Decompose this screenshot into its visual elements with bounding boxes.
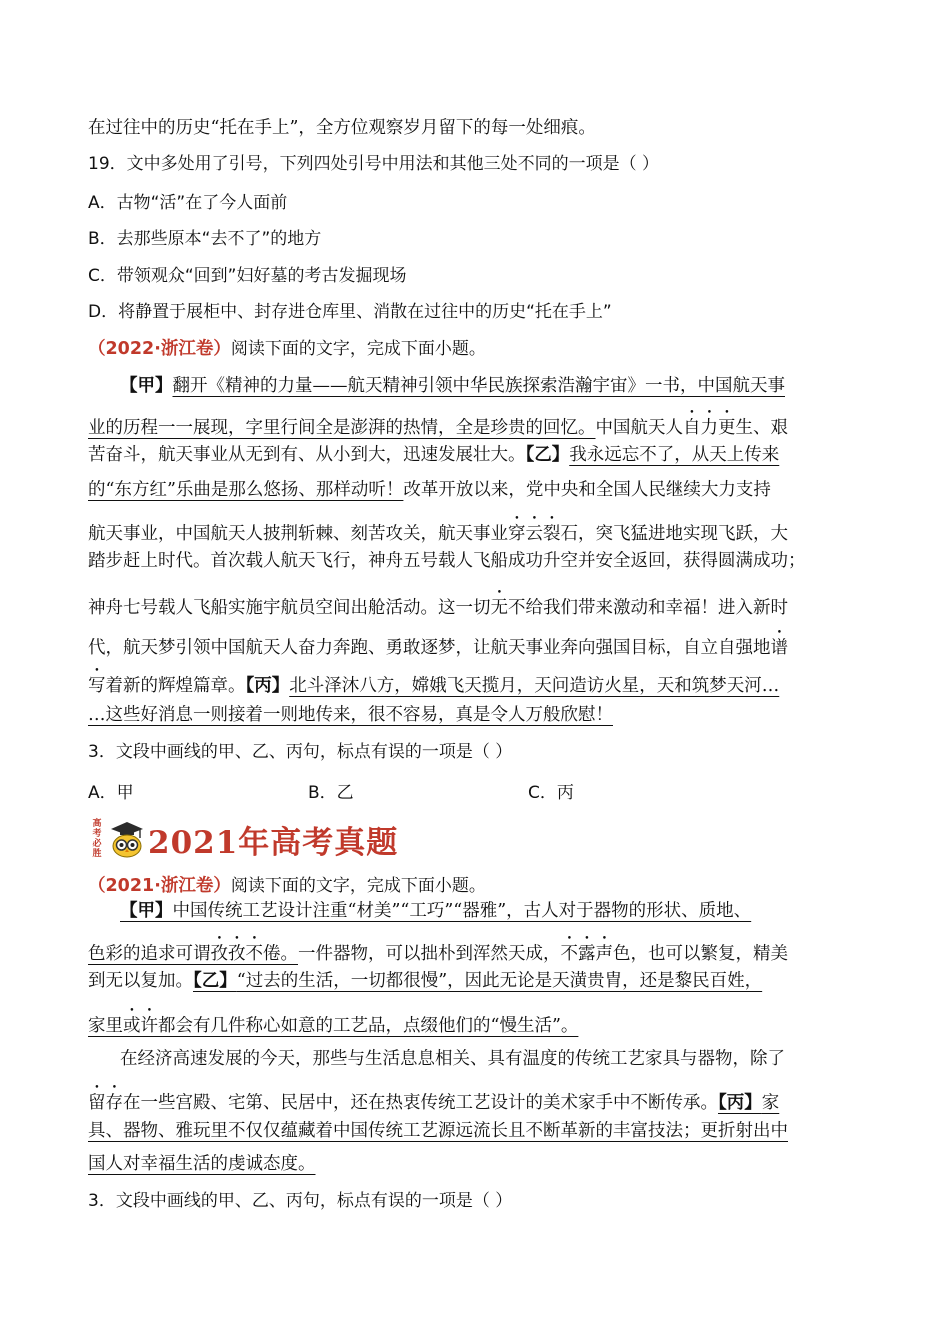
marker-jia: 【甲】 — [120, 901, 173, 921]
option-b: B．去那些原本“去不了”的地方 — [88, 229, 322, 249]
text-span: 在一些宫殿、宅第、民居中，还在热衷传统工艺设计的美术家手中不断传承。 — [123, 1093, 718, 1113]
underlined-sentence: 我永远忘不了，从天上传来 — [569, 445, 780, 465]
option-c: C．带领观众“回到”妇好墓的考古发掘现场 — [88, 266, 407, 286]
seal-char: 胜 — [92, 849, 102, 859]
text-span: 中国航天人 — [595, 418, 683, 438]
seal-stamp — [86, 818, 108, 860]
banner-title: 2021年高考真题 — [148, 824, 399, 861]
underlined-sentence: …这些好消息一则接着一则地传来，很不容易，真是令人万般欣慰！ — [88, 705, 613, 725]
passage-line — [88, 588, 863, 620]
marker-bing: 【丙】 — [245, 676, 290, 696]
underlined-sentence: 中国传统工艺设计注重“材美”“工巧”“器雅”，古人对于器物的形状、质地、 — [172, 901, 752, 921]
seal-char: 考 — [92, 829, 102, 839]
dotted-word: 写 — [88, 676, 106, 696]
passage-line — [88, 1152, 863, 1176]
option-d: D．将静置于展柜中、封存进仓库里、消散在过往中的历史“托在手上” — [88, 302, 612, 322]
passage-line: 踏步赶上时代。首次载人航天飞行，神舟五号载人飞船成功升空并安全返回，获得圆满成功； — [88, 551, 806, 571]
underlined-sentence: 都会有几件称心如意的工艺品，点缀他们的“慢生活”。 — [158, 1016, 579, 1036]
passage-line — [88, 628, 863, 660]
underlined-sentence: 家 — [761, 1093, 780, 1113]
passage-line — [120, 899, 863, 923]
passage-line — [88, 666, 863, 698]
underlined-sentence: 国人对幸福生活的虔诚态度。 — [88, 1154, 316, 1174]
dotted-word: 无 — [490, 598, 508, 618]
source-line-2021 — [88, 874, 863, 898]
passage-line — [88, 1006, 863, 1038]
marker-jia: 【甲】 — [120, 376, 173, 396]
question-3: 3．文段中画线的甲、乙、丙句，标点有误的一项是（ ） — [88, 1191, 513, 1211]
dotted-word: 留存 — [88, 1093, 123, 1113]
text-span: 改革开放以来，党中央和全国人民继续大力支持 — [403, 480, 771, 500]
text-span: 着新的辉煌篇章。 — [105, 676, 246, 696]
dotted-word: 不露声 — [560, 944, 613, 964]
seal-char: 必 — [92, 839, 102, 849]
text-span: 色，也可以繁复，精美 — [613, 944, 788, 964]
text-span: 苦奋斗，航天事业从无到有、从小到大，迅速发展壮大。 — [88, 445, 526, 465]
passage-line — [88, 443, 863, 467]
source-line-2022 — [88, 337, 863, 361]
text-span: 代，航天梦引领中国航天人奋力奔跑、勇敢逐梦，让航天事业奔向强国目标，自立自强地 — [88, 638, 771, 658]
question-19: 19．文中多处用了引号，下列四处引号中用法和其他三处不同的一项是（ ） — [88, 154, 660, 174]
passage-line — [88, 408, 863, 440]
underlined-sentence: 的“东方红”乐曲是那么悠扬、那样动听！ — [88, 480, 404, 500]
passage-line — [88, 934, 863, 966]
passage-line — [120, 374, 863, 398]
underlined-sentence: “过去的生活，一切都很慢”，因此无论是天潢贵胄，还是黎民百姓， — [236, 971, 763, 991]
question-3: 3．文段中画线的甲、乙、丙句，标点有误的一项是（ ） — [88, 742, 513, 762]
underlined-sentence: 翻开《精神的力量——航天精神引领中华民族探索浩瀚宇宙》一书，中国航天事 — [172, 376, 785, 396]
marker-bing: 【丙】 — [718, 1093, 762, 1113]
dotted-word: 孜孜不 — [210, 944, 263, 964]
passage-line: 在经济高速发展的今天，那些与生活息息相关、具有温度的传统工艺家具与器物，除了 — [120, 1049, 785, 1069]
underlined-sentence: 色彩的追求可谓 — [88, 944, 211, 964]
text-span: 神舟七号载人飞船实施宇航员空间出舱活动。这一切 — [88, 598, 491, 618]
text-span: 石，突飞猛进地实现飞跃，大 — [560, 524, 788, 544]
option-a: A．甲 — [88, 783, 134, 803]
owl-graduation-icon — [110, 820, 144, 858]
underlined-sentence: 家里 — [88, 1016, 123, 1036]
dotted-word: 自力更 — [683, 418, 736, 438]
underlined-sentence: 业的历程一一展现，字里行间全是澎湃的热情，全是珍贵的回忆。 — [88, 418, 596, 438]
text-span: 不给我们带来激动和幸福！进入新时 — [508, 598, 788, 618]
passage-line — [88, 969, 863, 993]
underlined-sentence: 北斗泽沐八方，嫦娥飞天揽月，天问造访火星，天和筑梦天河… — [289, 676, 780, 696]
option-b: B．乙 — [308, 783, 354, 803]
text-line: 在过往中的历史“托在手上”，全方位观察岁月留下的每一处细痕。 — [88, 118, 596, 138]
dotted-word: 谱 — [770, 638, 788, 658]
text-span: 生、艰 — [735, 418, 788, 438]
marker-yi: 【乙】 — [193, 971, 237, 991]
marker-yi: 【乙】 — [525, 445, 570, 465]
passage-line — [88, 1119, 863, 1143]
option-c: C．丙 — [528, 783, 574, 803]
source-tag: （2022·浙江卷） — [88, 339, 231, 359]
text-span: 到无以复加。 — [88, 971, 193, 991]
passage-line — [88, 1083, 863, 1115]
passage-line — [88, 514, 863, 546]
section-banner — [86, 816, 398, 862]
dotted-word: 或许 — [123, 1016, 158, 1036]
passage-line — [88, 478, 863, 502]
option-a: A．古物“活”在了今人面前 — [88, 193, 288, 213]
dotted-word: 穿云裂 — [508, 524, 561, 544]
underlined-sentence: 具、器物、雅玩里不仅仅蕴藏着中国传统工艺源远流长且不断革新的丰富技法；更折射出中 — [88, 1121, 788, 1141]
intro-text: 阅读下面的文字，完成下面小题。 — [230, 339, 486, 359]
text-span: 一件器物，可以拙朴到浑然天成， — [298, 944, 561, 964]
source-tag: （2021·浙江卷） — [88, 876, 231, 896]
intro-text: 阅读下面的文字，完成下面小题。 — [230, 876, 486, 896]
seal-char: 高 — [92, 819, 102, 829]
passage-line — [88, 703, 863, 727]
underlined-sentence: 倦。 — [263, 944, 298, 964]
text-span: 航天事业，中国航天人披荆斩棘、刻苦攻关，航天事业 — [88, 524, 508, 544]
